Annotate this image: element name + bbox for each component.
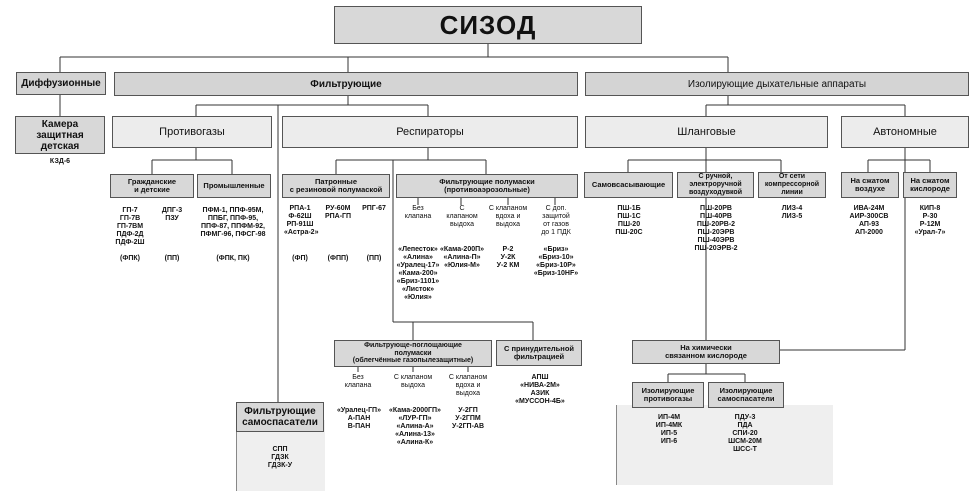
civil-models-a: ГП-7 ГП-7В ГП-7ВМ ПДФ-2Д ПДФ-2Ш	[115, 207, 145, 247]
cartridge-models-b: РУ-60М РПА-ГП	[324, 205, 352, 221]
industrial-mark: (ФПК, ПК)	[216, 255, 250, 262]
node-compressor-line: От сети компрессорной линии	[758, 172, 826, 198]
cartridge-models-c: РПГ-67	[362, 205, 386, 212]
cartridge-mark-b: (ФПП)	[327, 255, 349, 262]
node-civil-gasmasks: Гражданские и детские	[110, 174, 194, 198]
half-masks-col4: «Бриз» «Бриз-10» «Бриз-10Р» «Бриз-10НF»	[533, 246, 579, 278]
node-respirators: Респираторы	[282, 116, 578, 148]
half-masks-col1-head: Без клапана	[404, 205, 432, 221]
compressed-air-models: ИВА-24М АИР-300СВ АП-93 АП-2000	[849, 205, 889, 237]
half-masks-col2: «Кама-200П» «Алина-П» «Юлия-М»	[439, 246, 485, 270]
camera-model: КЗД-6	[49, 158, 71, 165]
node-gas-half-masks: Фильтрующе-поглощающие полумаски (облегчённые газопылезащитные)	[334, 340, 492, 367]
node-gasmasks: Противогазы	[112, 116, 272, 148]
cartridge-mark-a: (ФП)	[292, 255, 308, 262]
compressor-line-models: ЛИЗ-4 ЛИЗ-5	[781, 205, 803, 221]
industrial-models: ПФМ-1, ППФ-95М, ППБГ, ППФ-95, ППФ-87, ППФМ-92, ПФМГ-96, ПФСГ-98	[200, 207, 266, 239]
half-masks-col4-head: С доп. защитой от газов до 1 ПДК	[541, 205, 571, 237]
half-masks-col3: Р-2 У-2К У-2 КМ	[496, 246, 520, 270]
cartridge-models-a: РПА-1 Ф-62Ш РП-91Ш «Астра-2»	[284, 205, 319, 237]
node-isolating-self-rescuers: Изолирующие самоспасатели	[708, 382, 784, 408]
filtering-self-rescuers-models: СПП ГДЗК ГДЗК-У	[267, 446, 293, 470]
cartridge-mark-c: (ПП)	[366, 255, 382, 262]
gas-half-masks-col3-head: С клапаном вдоха и выдоха	[448, 374, 488, 398]
node-autonomous: Автономные	[841, 116, 969, 148]
node-cartridge-respirators: Патронные с резиновой полумаской	[282, 174, 390, 198]
node-isolating: Изолирующие дыхательные аппараты	[585, 72, 969, 96]
isolating-gasmasks-models: ИП-4М ИП-4МК ИП-5 ИП-6	[655, 414, 683, 446]
node-filtering-half-masks: Фильтрующие полумаски (противоаэрозольные)	[396, 174, 578, 198]
gas-half-masks-col1-head: Без клапана	[344, 374, 372, 390]
gas-half-masks-col1: «Уралец-ГП» А-ПАН В-ПАН	[337, 407, 381, 431]
self-suction-models: ПШ-1Б ПШ-1С ПШ-20 ПШ-20С	[615, 205, 643, 237]
page-title: СИЗОД	[334, 6, 642, 44]
civil-mark-a: (ФПК)	[120, 255, 140, 262]
node-diffusion: Диффузионные	[16, 72, 106, 95]
gas-half-masks-col2: «Кама-2000ГП» «ЛУР-ГП» «Алина-А» «Алина-13» «Алина-К»	[389, 407, 441, 447]
node-isolating-gasmasks: Изолирующие противогазы	[632, 382, 704, 408]
isolating-self-rescuers-models: ПДУ-3 ПДА СПИ-20 ШСМ-20М ШСС-Т	[728, 414, 762, 454]
node-compressed-air: На сжатом воздухе	[841, 172, 899, 198]
forced-models: АПШ «НИВА-2М» АЗИК «МУССОН-4Б»	[515, 374, 565, 406]
gas-half-masks-col2-head: С клапаном выдоха	[393, 374, 433, 390]
half-masks-col1: «Лепесток» «Алина» «Уралец-17» «Кама-200» «Бриз-1101» «Листок» «Юлия»	[396, 246, 440, 302]
compressed-oxygen-models: КИП-8 Р-30 Р-12М «Урал-7»	[914, 205, 946, 237]
half-masks-col2-head: С клапаном выдоха	[446, 205, 478, 229]
gas-half-masks-col3: У-2ГП У-2ГПМ У-2ГП-АВ	[451, 407, 485, 431]
node-self-suction: Самовсасывающие	[584, 172, 673, 198]
manual-blower-models: ПШ-20РВ ПШ-40РВ ПШ-20РВ-2 ПШ-20ЭРВ ПШ-40ЭРВ ПШ-20ЭРВ-2	[694, 205, 738, 253]
civil-mark-b: (ПП)	[164, 255, 180, 262]
node-filtering-self-rescuers: Фильтрующие самоспасатели	[236, 402, 324, 432]
node-filtering: Фильтрующие	[114, 72, 578, 96]
node-camera: Камера защитная детская	[15, 116, 105, 154]
node-chemical-oxygen: На химически связанном кислороде	[632, 340, 780, 364]
node-compressed-oxygen: На сжатом кислороде	[903, 172, 957, 198]
node-manual-blower: С ручной, электроручной воздуходувкой	[677, 172, 754, 198]
node-industrial-gasmasks: Промышленные	[197, 174, 271, 198]
node-hose: Шланговые	[585, 116, 828, 148]
half-masks-col3-head: С клапаном вдоха и выдоха	[488, 205, 528, 229]
civil-models-b: ДПГ-3 ПЗУ	[161, 207, 183, 223]
node-forced-filtration: С принудительной фильтрацией	[496, 340, 582, 366]
